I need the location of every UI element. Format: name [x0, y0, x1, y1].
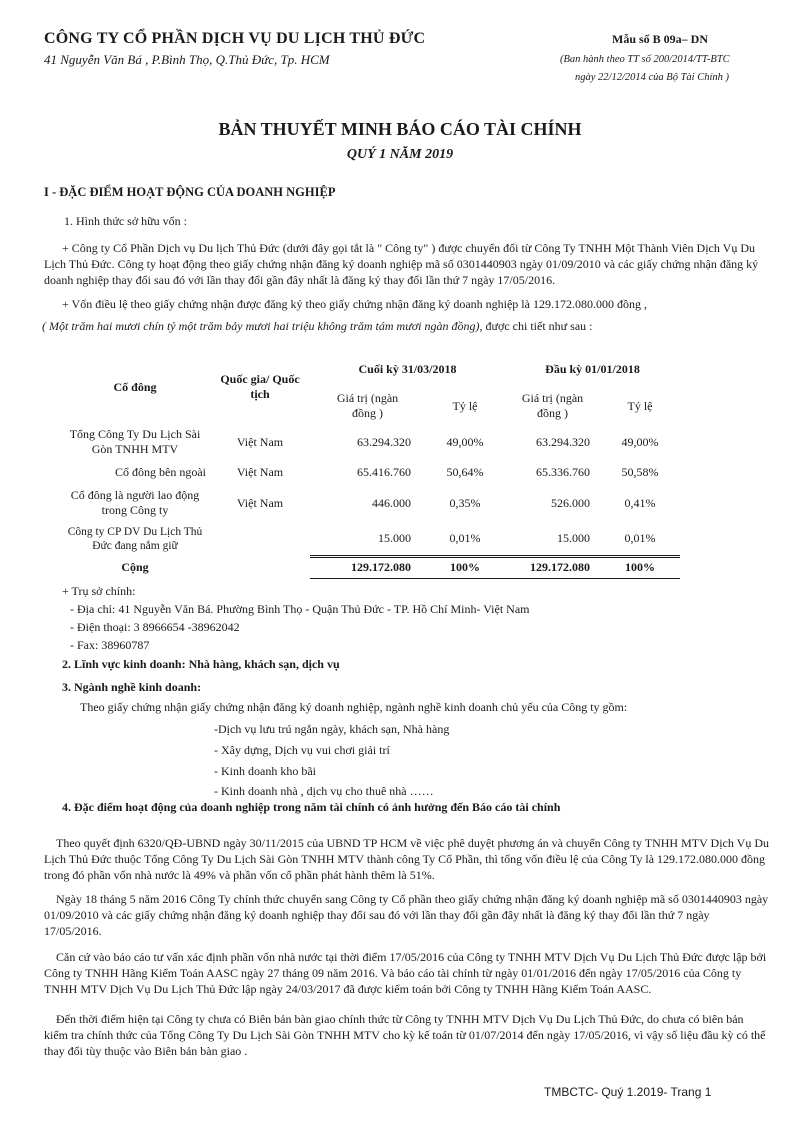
item-3-heading: 3. Ngành nghề kinh doanh: — [62, 680, 202, 694]
header-begin-period: Đầu kỳ 01/01/2018 — [545, 361, 640, 376]
office-address: - Địa chỉ: 41 Nguyễn Văn Bá. Phường Bình Thọ - Quận Thủ Đức - TP. Hồ Chí Minh- Việt Nam — [70, 602, 530, 616]
header-end-period: Cuối kỳ 31/03/2018 — [358, 361, 457, 376]
row-begin-ratio: 50,58% — [621, 464, 659, 479]
item-4-paragraph: Ngày 18 tháng 5 năm 2016 Công Ty chính thức chuyển sang Công ty Cổ phần theo giấy chứng nhận đăng ký doanh nghiệp mã số 0301440903 ngày 01/09/2010 và các giấy chứng nhận đăng ký doanh nghiệp thay đổi sau đó với lần thay đổi gần đây nhất là đăng ký thay đổi lần thứ 7 ngày 17/05/2016. — [44, 892, 769, 938]
row-begin-value: 65.336.760 — [536, 464, 590, 479]
item-2-business-field: 2. Lĩnh vực kinh doanh: Nhà hàng, khách sạn, dịch vụ — [62, 657, 340, 671]
row-begin-value: 526.000 — [551, 495, 590, 510]
form-code: Mẫu số B 09a– DN — [612, 32, 709, 46]
capital-words-line — [42, 319, 592, 334]
item-4-paragraph: Đến thời điểm hiện tại Công ty chưa có Biên bản bàn giao chính thức từ Công ty TNHH MTV Dịch Vụ Du Lịch Thủ Đức, do chưa có biên bản kiểm tra chính thức của Tổng Công Ty Du Lịch Sài Gòn TNHH MTV cho kỳ kế toán từ 01/07/2014 đến ngày 17/05/2016, vì vậy số liệu đầu kỳ có thể thay đổi tùy thuộc vào Biên bản bàn giao . — [44, 1012, 766, 1058]
header-begin-ratio: Tỷ lệ — [627, 398, 653, 413]
capital-in-words: ( Một trăm hai mươi chín tỷ một trăm bảy mươi hai triệu không trăm tám mươi ngàn đồng) — [42, 319, 480, 333]
table-row — [60, 424, 680, 460]
office-heading: + Trụ sở chính: — [62, 584, 136, 598]
row-end-value: 65.416.760 — [357, 464, 411, 479]
header-begin-value: Giá trị (ngàn đồng ) — [521, 391, 584, 420]
row-end-value: 63.294.320 — [357, 434, 411, 449]
total-begin-value: 129.172.080 — [505, 556, 600, 578]
document-title: BẢN THUYẾT MINH BÁO CÁO TÀI CHÍNH — [218, 119, 582, 139]
list-item: - Kinh doanh kho bãi — [214, 764, 316, 778]
row-country: Việt Nam — [236, 495, 284, 510]
row-shareholder: Công ty CP DV Du Lịch Thủ Đức đang nắm giữ — [67, 526, 203, 552]
row-end-ratio: 0,01% — [449, 530, 481, 545]
row-begin-ratio: 49,00% — [621, 434, 659, 449]
page-footer: TMBCTC- Quý 1.2019- Trang 1 — [544, 1085, 712, 1099]
row-begin-value: 15.000 — [557, 530, 590, 545]
row-end-ratio: 49,00% — [446, 434, 484, 449]
row-begin-value: 63.294.320 — [536, 434, 590, 449]
list-item: - Kinh doanh nhà , dịch vụ cho thuê nhà …… — [214, 784, 434, 798]
row-country — [210, 522, 310, 556]
item-4-paragraph: Căn cứ vào báo cáo tư vấn xác định phần vốn nhà nước tại thời điểm 17/05/2016 của Công ty TNHH MTV Dịch Vụ Du Lịch Thủ Đức được lập bởi Công ty TNHH Hãng Kiểm Toán AASC ngày 27 tháng 09 năm 2016. Và báo cáo tài chính từ ngày 01/01/2016 đến ngày 17/05/2016 của Công ty TNHH MTV Dịch Vụ Du Lịch Thủ Đức lập ngày 24/03/2017 đã được kiểm toán bởi Công ty TNHH Hãng Kiểm Toán AASC. — [44, 950, 767, 996]
form-note-line-1: (Ban hành theo TT số 200/2014/TT-BTC — [560, 54, 730, 65]
row-end-value: 446.000 — [372, 495, 411, 510]
row-end-value: 15.000 — [378, 530, 411, 545]
row-end-ratio: 0,35% — [449, 495, 481, 510]
row-begin-ratio: 0,01% — [624, 530, 656, 545]
company-name: CÔNG TY CỔ PHẦN DỊCH VỤ DU LỊCH THỦ ĐỨC — [44, 30, 426, 47]
total-begin-ratio: 100% — [600, 556, 680, 578]
office-phone: - Điện thoại: 3 8966654 -38962042 — [70, 620, 240, 634]
header-country: Quốc gia/ Quốc tịch — [220, 372, 300, 401]
item-1-paragraph: + Công ty Cổ Phần Dịch vụ Du lịch Thủ Đức (dưới đây gọi tắt là " Công ty" ) được chuyển đổi từ Công Ty TNHH Một Thành Viên Dịch Vụ Du Lịch Thủ Đức. Công ty hoạt động theo giấy chứng nhận đăng ký doanh nghiệp mã số 0301440903 ngày 01/09/2010 và các giấy chứng nhận đăng ký doanh nghiệp thay đổi sau đó với lần thay đổi gần đây nhất là đăng ký thay đổi lần thứ 7 ngày 17/05/2016. — [44, 241, 759, 287]
header-end-ratio: Tỷ lệ — [452, 398, 478, 413]
row-begin-ratio: 0,41% — [624, 495, 656, 510]
item-4-paragraph: Theo quyết định 6320/QĐ-UBND ngày 30/11/2015 của UBND TP HCM về việc phê duyệt phương án và chuyển Công ty TNHH MTV Dịch Vụ Du Lịch Thủ Đức thuộc Tổng Công Ty Du Lịch Sài Gòn TNHH MTV thành công Ty Cổ Phần, thì tổng vốn điều lệ của Công Ty là 129.172.080.000 đồng trong đó phần vốn nhà nước là 49% và phần vốn cổ phần phát hành thêm là 51%. — [44, 836, 769, 882]
row-shareholder: Cổ đông là người lao động trong Công ty — [70, 488, 200, 517]
row-country: Việt Nam — [236, 464, 284, 479]
table-row — [60, 460, 680, 484]
shareholder-table — [60, 350, 680, 579]
table-total-row — [60, 556, 680, 578]
capital-line: + Vốn điều lệ theo giấy chứng nhận được đăng ký theo giấy chứng nhận đăng ký doanh nghiệp là 129.172.080.000 đồng , — [62, 297, 647, 311]
item-1-heading: 1. Hình thức sở hữu vốn : — [64, 214, 188, 228]
list-item: - Xây dựng, Dịch vụ vui chơi giải trí — [214, 743, 390, 757]
company-address: 41 Nguyễn Văn Bá , P.Bình Thọ, Q.Thủ Đức, Tp. HCM — [44, 52, 330, 67]
total-end-value: 129.172.080 — [310, 556, 425, 578]
section-1-heading: I - ĐẶC ĐIỂM HOẠT ĐỘNG CỦA DOANH NGHIỆP — [44, 185, 336, 199]
row-shareholder: Tổng Công Ty Du Lịch Sài Gòn TNHH MTV — [69, 427, 201, 456]
table-row — [60, 484, 680, 522]
list-item: -Dịch vụ lưu trú ngắn ngày, khách sạn, Nhà hàng — [214, 722, 450, 736]
item-3-intro: Theo giấy chứng nhận giấy chứng nhận đăng ký doanh nghiệp, ngành nghề kinh doanh chủ yếu của Công ty gồm: — [80, 700, 628, 714]
total-label: Cộng — [121, 559, 149, 574]
row-shareholder: Cổ đông bên ngoài — [115, 464, 206, 479]
office-fax: - Fax: 38960787 — [70, 638, 150, 652]
item-4-heading: 4. Đặc điểm hoạt động của doanh nghiệp trong năm tài chính có ảnh hưởng đến Báo cáo tài chính — [62, 800, 561, 814]
table-row — [60, 522, 680, 556]
total-end-ratio: 100% — [425, 556, 505, 578]
header-end-value: Giá trị (ngàn đồng ) — [336, 391, 399, 420]
row-country: Việt Nam — [236, 434, 284, 449]
capital-tail: , được chi tiết như sau : — [479, 319, 593, 333]
document-subtitle: QUÝ 1 NĂM 2019 — [346, 147, 454, 162]
form-note-line-2: ngày 22/12/2014 của Bộ Tài Chính ) — [575, 72, 729, 83]
header-shareholder: Cổ đông — [113, 379, 157, 394]
row-end-ratio: 50,64% — [446, 464, 484, 479]
